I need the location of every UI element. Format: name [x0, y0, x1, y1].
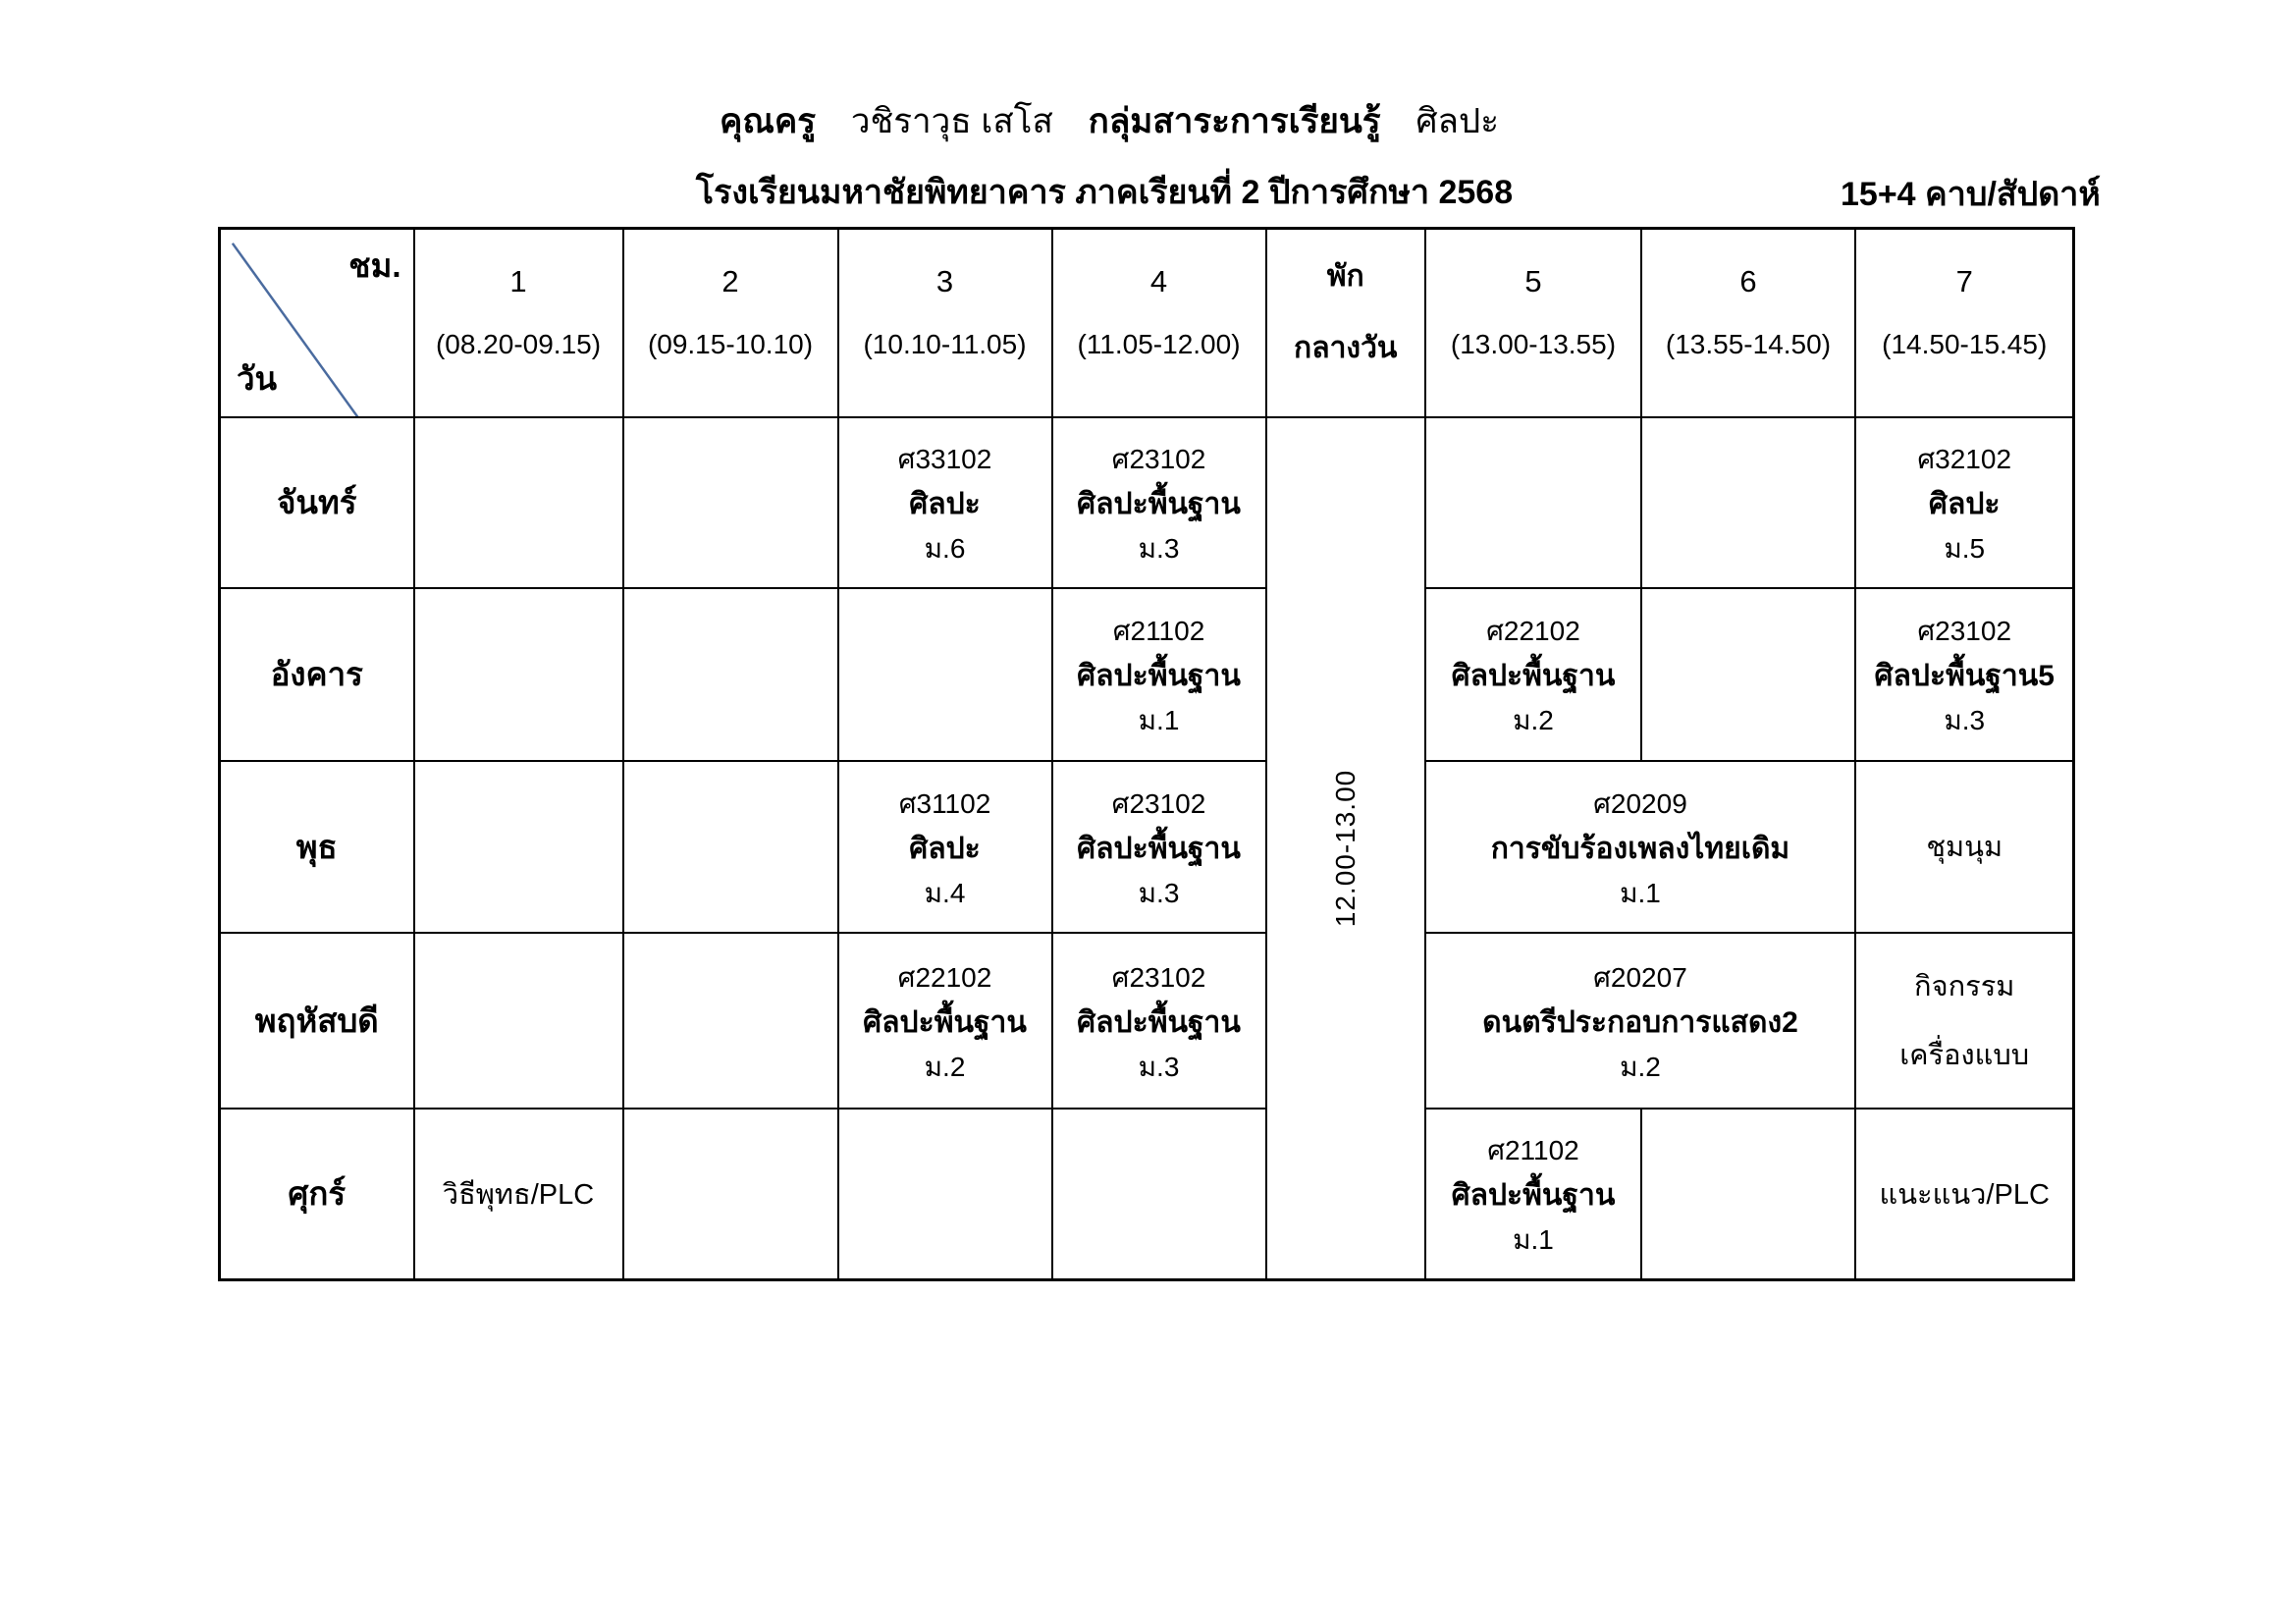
- day-name-wednesday: พุธ: [220, 761, 414, 933]
- period-number: 2: [721, 263, 739, 298]
- lesson-cell: [1052, 933, 1266, 1109]
- course-code: ศ21102: [1112, 616, 1205, 646]
- lesson-cell: [1052, 761, 1266, 933]
- course-code: ศ23102: [1111, 444, 1206, 474]
- day-name-tuesday: อังคาร: [220, 588, 414, 761]
- course-subject: ศิลปะพื้นฐาน: [1077, 1005, 1241, 1039]
- activity-cell: วิธีพุทธ/PLC: [414, 1109, 623, 1280]
- row-tuesday: [220, 588, 2074, 761]
- period-time: (11.05-12.00): [1077, 328, 1241, 359]
- lunch-time-range: 12.00-13.00: [1329, 769, 1361, 927]
- lunch-header: [1266, 229, 1425, 417]
- lesson-cell: [1425, 588, 1641, 761]
- subject-group-label: กลุ่มสาระการเรียนรู้: [1088, 102, 1381, 140]
- period-time: (14.50-15.45): [1882, 328, 2048, 359]
- lesson-cell: [1855, 588, 2074, 761]
- empty-cell: [838, 588, 1052, 761]
- lunch-label-bottom: กลางวัน: [1294, 331, 1398, 364]
- course-subject: ศิลปะพื้นฐาน5: [1874, 660, 2055, 692]
- activity-line: กิจกรรม: [1914, 971, 2015, 1002]
- row-monday: [220, 417, 2074, 588]
- course-subject: การขับร้องเพลงไทยเดิม: [1490, 832, 1790, 865]
- period-header-5: [1425, 229, 1641, 417]
- empty-cell: [623, 933, 838, 1109]
- course-code: ศ23102: [1917, 616, 2012, 646]
- activity-line: เครื่องแบบ: [1899, 1040, 2030, 1071]
- period-number: 7: [1955, 263, 1973, 298]
- period-header-1: [414, 229, 623, 417]
- course-subject: ศิลปะพื้นฐาน: [1077, 488, 1241, 520]
- course-class: ม.2: [1513, 705, 1554, 735]
- period-header-6: [1641, 229, 1855, 417]
- lesson-cell: [1052, 588, 1266, 761]
- period-number: 5: [1524, 263, 1542, 298]
- course-code: ศ22102: [1486, 616, 1580, 646]
- course-subject: ศิลปะพื้นฐาน: [1451, 1179, 1616, 1213]
- period-time: (13.00-13.55): [1450, 328, 1617, 359]
- corner-cell: [220, 229, 414, 417]
- course-code: ศ20209: [1593, 787, 1687, 819]
- lesson-cell: [838, 417, 1052, 588]
- course-code: ศ21102: [1487, 1135, 1579, 1166]
- course-class: ม.1: [1513, 1224, 1554, 1256]
- activity-cell: [1855, 933, 2074, 1109]
- subject-group-name: ศิลปะ: [1415, 102, 1500, 140]
- course-code: ศ33102: [897, 444, 992, 474]
- teacher-label: คุณครู: [719, 102, 817, 140]
- course-code: ศ22102: [897, 961, 992, 993]
- lesson-cell: [838, 933, 1052, 1109]
- empty-cell: [1052, 1109, 1266, 1280]
- course-class: ม.2: [1620, 1051, 1661, 1082]
- lesson-cell: [1855, 417, 2074, 588]
- day-name-thursday: พฤหัสบดี: [220, 933, 414, 1109]
- period-time: (08.20-09.15): [435, 328, 602, 359]
- day-name-friday: ศุกร์: [220, 1109, 414, 1280]
- course-class: ม.5: [1944, 533, 1986, 564]
- lesson-cell: [1425, 1109, 1641, 1280]
- period-number: 3: [935, 263, 954, 298]
- course-subject: ศิลปะ: [1928, 488, 2001, 520]
- lesson-cell: [1052, 417, 1266, 588]
- course-class: ม.3: [1138, 1051, 1180, 1082]
- period-time: (10.10-11.05): [863, 328, 1027, 359]
- empty-cell: [414, 933, 623, 1109]
- empty-cell: [838, 1109, 1052, 1280]
- course-code: ศ32102: [1917, 444, 2012, 474]
- row-wednesday: [220, 761, 2074, 933]
- lunch-label-top: พัก: [1326, 259, 1364, 293]
- course-subject: ศิลปะพื้นฐาน: [1077, 660, 1241, 692]
- header-row: [220, 229, 2074, 417]
- course-class: ม.3: [1138, 533, 1180, 564]
- empty-cell: [1641, 417, 1855, 588]
- day-axis-label: วัน: [237, 359, 278, 397]
- empty-cell: [414, 417, 623, 588]
- course-code: ศ23102: [1111, 961, 1206, 993]
- lesson-cell-merged: [1425, 761, 1855, 933]
- period-header-7: [1855, 229, 2074, 417]
- course-subject: ดนตรีประกอบการแสดง2: [1482, 1005, 1798, 1039]
- period-time: (13.55-14.50): [1665, 328, 1832, 359]
- teacher-name: วชิราวุธ เสโส: [850, 102, 1053, 140]
- course-class: ม.3: [1944, 705, 1986, 735]
- empty-cell: [623, 588, 838, 761]
- weekly-load: 15+4 คาบ/สัปดาห์: [1841, 176, 2101, 213]
- course-class: ม.1: [1138, 705, 1180, 735]
- empty-cell: [623, 761, 838, 933]
- period-time: (09.15-10.10): [647, 328, 814, 359]
- course-class: ม.3: [1138, 877, 1180, 908]
- period-number: 6: [1739, 263, 1757, 298]
- period-header-3: [838, 229, 1052, 417]
- activity-cell: แนะแนว/PLC: [1855, 1109, 2074, 1280]
- period-header-4: [1052, 229, 1266, 417]
- timetable: [218, 227, 2075, 1281]
- course-code: ศ23102: [1111, 787, 1206, 819]
- empty-cell: [623, 417, 838, 588]
- lesson-cell: [838, 761, 1052, 933]
- hour-axis-label: ชม.: [348, 247, 401, 284]
- course-subject: ศิลปะ: [909, 488, 981, 520]
- course-class: ม.4: [924, 877, 966, 908]
- row-thursday: [220, 933, 2074, 1109]
- course-subject: ศิลปะพื้นฐาน: [1077, 832, 1241, 865]
- course-subject: ศิลปะพื้นฐาน: [1451, 660, 1616, 692]
- empty-cell: [1641, 588, 1855, 761]
- course-class: ม.1: [1620, 877, 1661, 908]
- activity-cell: ชุมนุม: [1855, 761, 2074, 933]
- empty-cell: [1641, 1109, 1855, 1280]
- empty-cell: [623, 1109, 838, 1280]
- course-subject: ศิลปะ: [909, 832, 981, 865]
- period-number: 4: [1149, 263, 1168, 298]
- lunch-break-cell: [1266, 417, 1425, 1280]
- school-term-subtitle: โรงเรียนมหาชัยพิทยาคาร ภาคเรียนที่ 2 ปีการศึกษา 2568: [695, 174, 1514, 211]
- course-code: ศ20207: [1593, 961, 1687, 993]
- lesson-cell-merged: [1425, 933, 1855, 1109]
- day-name-monday: จันทร์: [220, 417, 414, 588]
- course-subject: ศิลปะพื้นฐาน: [863, 1005, 1027, 1039]
- course-class: ม.2: [924, 1051, 966, 1082]
- course-code: ศ31102: [898, 787, 991, 819]
- period-number: 1: [509, 263, 527, 298]
- empty-cell: [1425, 417, 1641, 588]
- course-class: ม.6: [924, 533, 966, 564]
- row-friday: [220, 1109, 2074, 1280]
- page-title: [0, 94, 2218, 148]
- empty-cell: [414, 761, 623, 933]
- empty-cell: [414, 588, 623, 761]
- period-header-2: [623, 229, 838, 417]
